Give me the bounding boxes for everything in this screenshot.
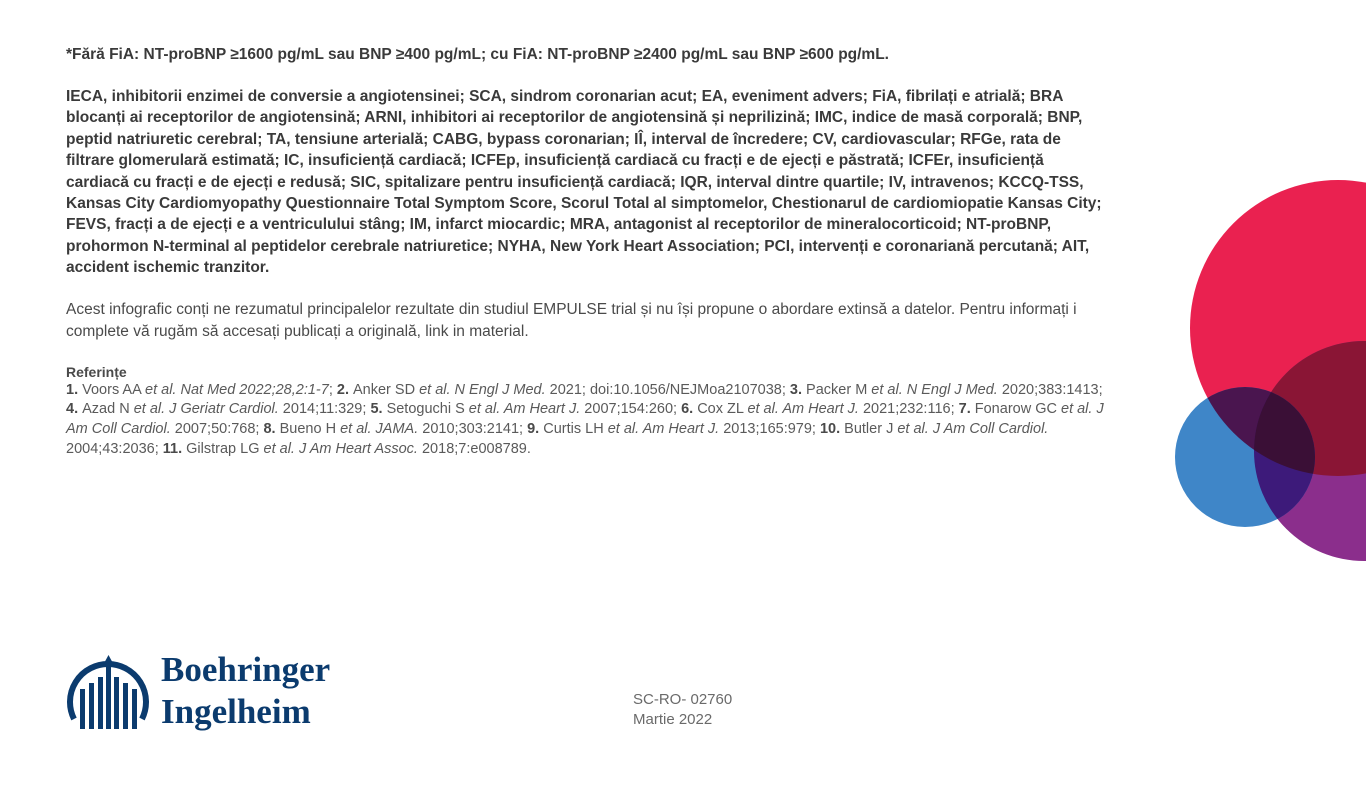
reference-number: 6.	[681, 401, 698, 418]
reference-journal: N Engl J Med.	[450, 381, 546, 398]
reference-details: 2007;154:260;	[580, 401, 678, 418]
reference-details: 2004;43:2036;	[66, 440, 159, 457]
reference-number: 7.	[958, 401, 975, 418]
document-date: Martie 2022	[633, 711, 713, 728]
reference-authors: Anker SD	[353, 381, 420, 398]
reference-authors: Azad N	[82, 401, 134, 418]
main-content	[66, 44, 1106, 459]
reference-details: 2010;303:2141;	[418, 421, 524, 438]
reference-etal: et al.	[1061, 401, 1093, 418]
reference-etal: et al.	[871, 381, 903, 398]
reference-etal: et al.	[145, 381, 177, 398]
reference-details: 2020;383:1413;	[997, 381, 1103, 398]
reference-details: 2021; doi:10.1056/NEJMoa2107038;	[545, 381, 786, 398]
reference-item	[681, 401, 955, 417]
references-heading: Referințe	[66, 363, 127, 380]
criteria-footnote: *Fără FiA: NT-proBNP ≥1600 pg/mL sau BNP ≥400 pg/mL; cu FiA: NT-proBNP ≥2400 pg/mL sau BNP ≥600 pg/mL.	[66, 46, 889, 63]
reference-details: 2007;50:768;	[170, 421, 260, 438]
reference-item	[263, 421, 523, 437]
references-list	[66, 381, 1106, 460]
reference-etal: et al.	[897, 421, 929, 438]
reference-journal: Nat Med 2022;28,2:1-7	[176, 381, 329, 398]
reference-authors: Setoguchi S	[386, 401, 469, 418]
reference-item	[337, 382, 786, 398]
reference-etal: et al.	[263, 440, 295, 457]
reference-item	[790, 382, 1103, 398]
reference-journal: J Am Coll Cardiol.	[66, 401, 1104, 438]
reference-number: 4.	[66, 401, 83, 418]
reference-item	[370, 401, 677, 417]
reference-details: 2013;165:979;	[719, 421, 816, 438]
reference-journal: N Engl J Med.	[902, 381, 998, 398]
reference-item	[163, 441, 531, 457]
reference-etal: et al.	[468, 401, 501, 418]
reference-etal: et al.	[340, 421, 372, 438]
logo-word-2: Ingelheim	[161, 692, 311, 731]
reference-authors: Packer M	[806, 381, 872, 398]
reference-authors: Voors AA	[82, 381, 146, 398]
reference-etal: et al.	[747, 401, 779, 418]
reference-item	[66, 401, 366, 417]
reference-journal: Am Heart J.	[500, 401, 581, 418]
reference-journal: Am Heart J.	[778, 401, 859, 418]
reference-authors: Gilstrap LG	[186, 440, 264, 457]
reference-journal: J Am Heart Assoc.	[294, 440, 418, 457]
reference-number: 3.	[789, 381, 807, 398]
logo-word-1: Boehringer	[161, 650, 331, 689]
reference-number: 10.	[819, 421, 845, 438]
reference-details: 2021;232:116;	[858, 401, 955, 418]
reference-authors: Bueno H	[279, 421, 341, 438]
reference-journal: JAMA.	[371, 421, 419, 438]
logo-emblem-icon	[66, 649, 150, 735]
reference-authors: Butler J	[844, 421, 898, 438]
document-meta	[633, 690, 732, 730]
reference-item	[66, 382, 333, 398]
reference-journal: J Geriatr Cardiol.	[165, 401, 279, 418]
boehringer-ingelheim-logo	[66, 649, 366, 739]
reference-number: 8.	[263, 421, 280, 438]
reference-details: ;	[328, 381, 333, 398]
reference-etal: et al.	[133, 401, 166, 418]
disclaimer-paragraph: Acest infografic conți ne rezumatul principalelor rezultate din studiul EMPULSE trial și nu își propune o abordare extinsă a datelor. Pentru informați i complete vă rugăm să accesați publicați a originală, link in material.	[66, 300, 1077, 340]
reference-details: 2018;7:e008789.	[417, 440, 531, 457]
reference-authors: Cox ZL	[697, 401, 748, 418]
reference-number: 11.	[162, 440, 187, 457]
reference-journal: J Am Coll Cardiol.	[928, 421, 1049, 438]
reference-authors: Curtis LH	[543, 421, 608, 438]
reference-number: 1.	[66, 381, 83, 398]
reference-number: 2.	[336, 381, 353, 398]
reference-item	[527, 421, 816, 437]
abbreviations-paragraph: IECA, inhibitorii enzimei de conversie a angiotensinei; SCA, sindrom coronarian acut; EA, eveniment advers; FiA, fibrilați e atrială; BRA blocanți ai receptorilor de angiotensină; ARNI, inhibitori ai receptorilor de angiotensină și neprilizină; IMC, indice de masă corporală; BNP, peptid natriuretic cerebral; TA, tensiune arterială; CABG, bypass coronarian; IÎ, interval de încredere; CV, cardiovascular; RFGe, rata de filtrare glomerulară estimată; IC, insuficiență cardiacă; ICFEp, insuficiență cardiacă cu fracți e de ejecți e păstrată; ICFEr, insuficiență cardiacă cu fracți e de ejecți e redusă; SIC, spitalizare pentru insuficiență cardiacă; IQR, interval dintre quartile; IV, intravenos; KCCQ-TSS, Kansas City Cardiomyopathy Questionnaire Total Symptom Score, Scorul Total al simptomelor, Chestionarul de cardiomiopatie Kansas City; FEVS, fracți a de ejecți e a ventriculului stâng; IM, infarct miocardic; MRA, antagonist al receptorilor de mineralocorticoid; NT-proBNP, prohormon N-terminal al peptidelor cerebrale natriuretice; NYHA, New York Heart Association; PCI, intervenți e coronariană percutană; AIT, accident ischemic tranzitor.	[66, 88, 1102, 277]
reference-etal: et al.	[419, 381, 451, 398]
reference-number: 9.	[527, 421, 544, 438]
reference-number: 5.	[370, 401, 387, 418]
decorative-circles	[1166, 170, 1366, 570]
reference-journal: Am Heart J.	[639, 421, 720, 438]
reference-authors: Fonarow GC	[974, 401, 1061, 418]
document-code: SC-RO- 02760	[633, 691, 733, 708]
reference-details: 2014;11:329;	[278, 401, 367, 418]
reference-etal: et al.	[607, 421, 640, 438]
